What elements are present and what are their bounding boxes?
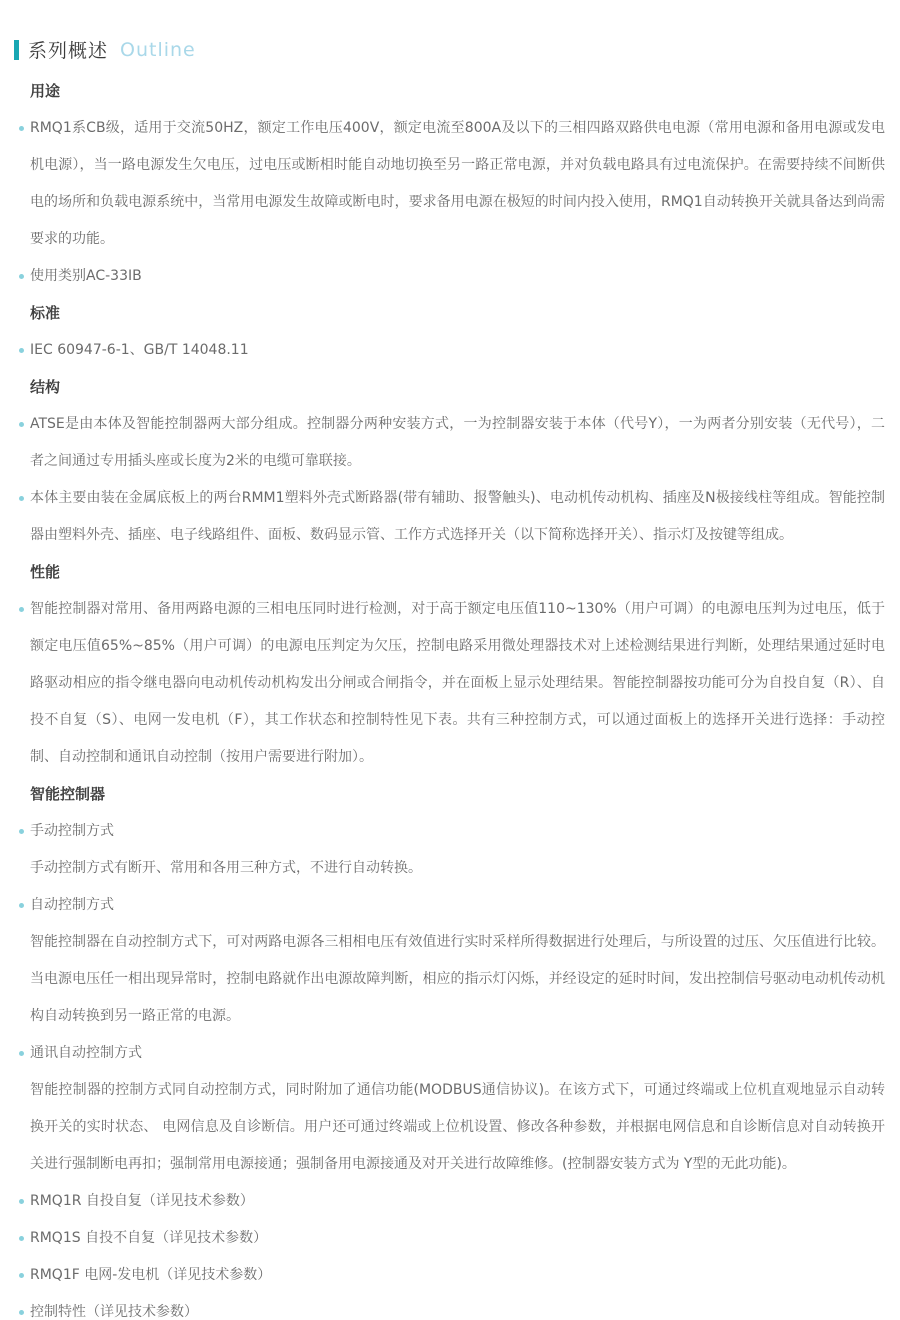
paragraph: 智能控制器的控制方式同自动控制方式，同时附加了通信功能(MODBUS通信协议)。在该方式下，可通过终端或上位机直观地显示自动转换开关的实时状态、 电网信息及自诊断信。用户还可通过终端或上位机设置、修改各种参数，并根据电网信息和自诊断信息对自动转换开关进行强制断电再扣；强制常用电源接通；强制备用电源接通及对开关进行故障维修。(控制器安装方式为 Y型的无此功能)。	[30, 1082, 885, 1172]
bullet-dot-icon	[19, 829, 24, 834]
bullet-text: 自动控制方式	[30, 897, 114, 913]
bullet-dot-icon	[19, 1310, 24, 1315]
page-title-zh: 系列概述	[28, 40, 109, 62]
bullet-text: 手动控制方式	[30, 823, 114, 839]
bullet-dot-icon	[19, 607, 24, 612]
bullet-item	[30, 1257, 885, 1294]
bullet-item	[30, 110, 885, 258]
bullet-text: ATSE是由本体及智能控制器两大部分组成。控制器分两种安装方式，一为控制器安装于本体（代号Y），一为两者分别安装（无代号），二者之间通过专用插头座或长度为2米的电缆可靠联接。	[30, 416, 885, 469]
bullet-item	[30, 1220, 885, 1257]
bullet-text: 通讯自动控制方式	[30, 1045, 142, 1061]
bullet-item	[30, 480, 885, 554]
section-heading-performance: 性能	[30, 563, 61, 581]
bullet-dot-icon	[19, 903, 24, 908]
bullet-item	[30, 332, 885, 369]
bullet-dot-icon	[19, 1051, 24, 1056]
bullet-item	[30, 591, 885, 776]
section-heading-structure: 结构	[30, 378, 61, 396]
bullet-item	[30, 1183, 885, 1220]
bullet-dot-icon	[19, 126, 24, 131]
bullet-dot-icon	[19, 1236, 24, 1241]
bullet-dot-icon	[19, 274, 24, 279]
section-heading-controller: 智能控制器	[30, 785, 106, 803]
section-title	[14, 36, 885, 63]
bullet-dot-icon	[19, 1199, 24, 1204]
bullet-text: RMQ1F 电网-发电机（详见技术参数）	[30, 1267, 272, 1283]
document-content	[30, 73, 885, 1320]
bullet-text: IEC 60947-6-1、GB/T 14048.11	[30, 342, 249, 358]
bullet-text: 使用类别AC-33IB	[30, 268, 142, 284]
bullet-item	[30, 1294, 885, 1320]
bullet-item	[30, 887, 885, 924]
bullet-item	[30, 813, 885, 850]
bullet-item	[30, 1035, 885, 1072]
bullet-text: RMQ1系CB级，适用于交流50HZ，额定工作电压400V，额定电流至800A及以下的三相四路双路供电电源（常用电源和备用电源或发电机电源），当一路电源发生欠电压，过电压或断相时能自动地切换至另一路正常电源，并对负载电路具有过电流保护。在需要持续不间断供电的场所和负载电源系统中，当常用电源发生故障或断电时，要求备用电源在极短的时间内投入使用，RMQ1自动转换开关就具备达到尚需要求的功能。	[30, 120, 885, 247]
bullet-dot-icon	[19, 348, 24, 353]
section-heading-standards: 标准	[30, 304, 61, 322]
section-heading-usage: 用途	[30, 82, 61, 100]
bullet-dot-icon	[19, 422, 24, 427]
bullet-item	[30, 406, 885, 480]
bullet-text: RMQ1S 自投不自复（详见技术参数）	[30, 1230, 268, 1246]
bullet-text: 智能控制器对常用、备用两路电源的三相电压同时进行检测，对于高于额定电压值110~130%（用户可调）的电源电压判为过电压，低于额定电压值65%~85%（用户可调）的电源电压判定为欠压，控制电路采用微处理器技术对上述检测结果进行判断，处理结果通过延时电路驱动相应的指令继电器向电动机传动机构发出分闸或合闸指令，并在面板上显示处理结果。智能控制器按功能可分为自投自复（R）、自投不自复（S）、电网一发电机（F），其工作状态和控制特性见下表。共有三种控制方式，可以通过面板上的选择开关进行选择：手动控制、自动控制和通讯自动控制（按用户需要进行附加）。	[30, 601, 885, 765]
bullet-item	[30, 258, 885, 295]
bullet-dot-icon	[19, 1273, 24, 1278]
title-accent-bar-icon	[14, 40, 19, 60]
paragraph: 手动控制方式有断开、常用和各用三种方式，不进行自动转换。	[30, 860, 422, 876]
paragraph: 智能控制器在自动控制方式下，可对两路电源各三相相电压有效值进行实时采样所得数据进行处理后，与所设置的过压、欠压值进行比较。当电源电压任一相出现异常时，控制电路就作出电源故障判断，相应的指示灯闪烁，并经设定的延时时间，发出控制信号驱动电动机传动机构自动转换到另一路正常的电源。	[30, 934, 885, 1024]
bullet-text: 控制特性（详见技术参数）	[30, 1304, 198, 1320]
bullet-text: RMQ1R 自投自复（详见技术参数）	[30, 1193, 254, 1209]
page-title-en: Outline	[120, 38, 196, 61]
bullet-dot-icon	[19, 496, 24, 501]
bullet-text: 本体主要由装在金属底板上的两台RMM1塑料外壳式断路器(带有辅助、报警触头)、电动机传动机构、插座及N极接线柱等组成。智能控制器由塑料外壳、插座、电子线路组件、面板、数码显示管、工作方式选择开关（以下简称选择开关）、指示灯及按键等组成。	[30, 490, 885, 543]
